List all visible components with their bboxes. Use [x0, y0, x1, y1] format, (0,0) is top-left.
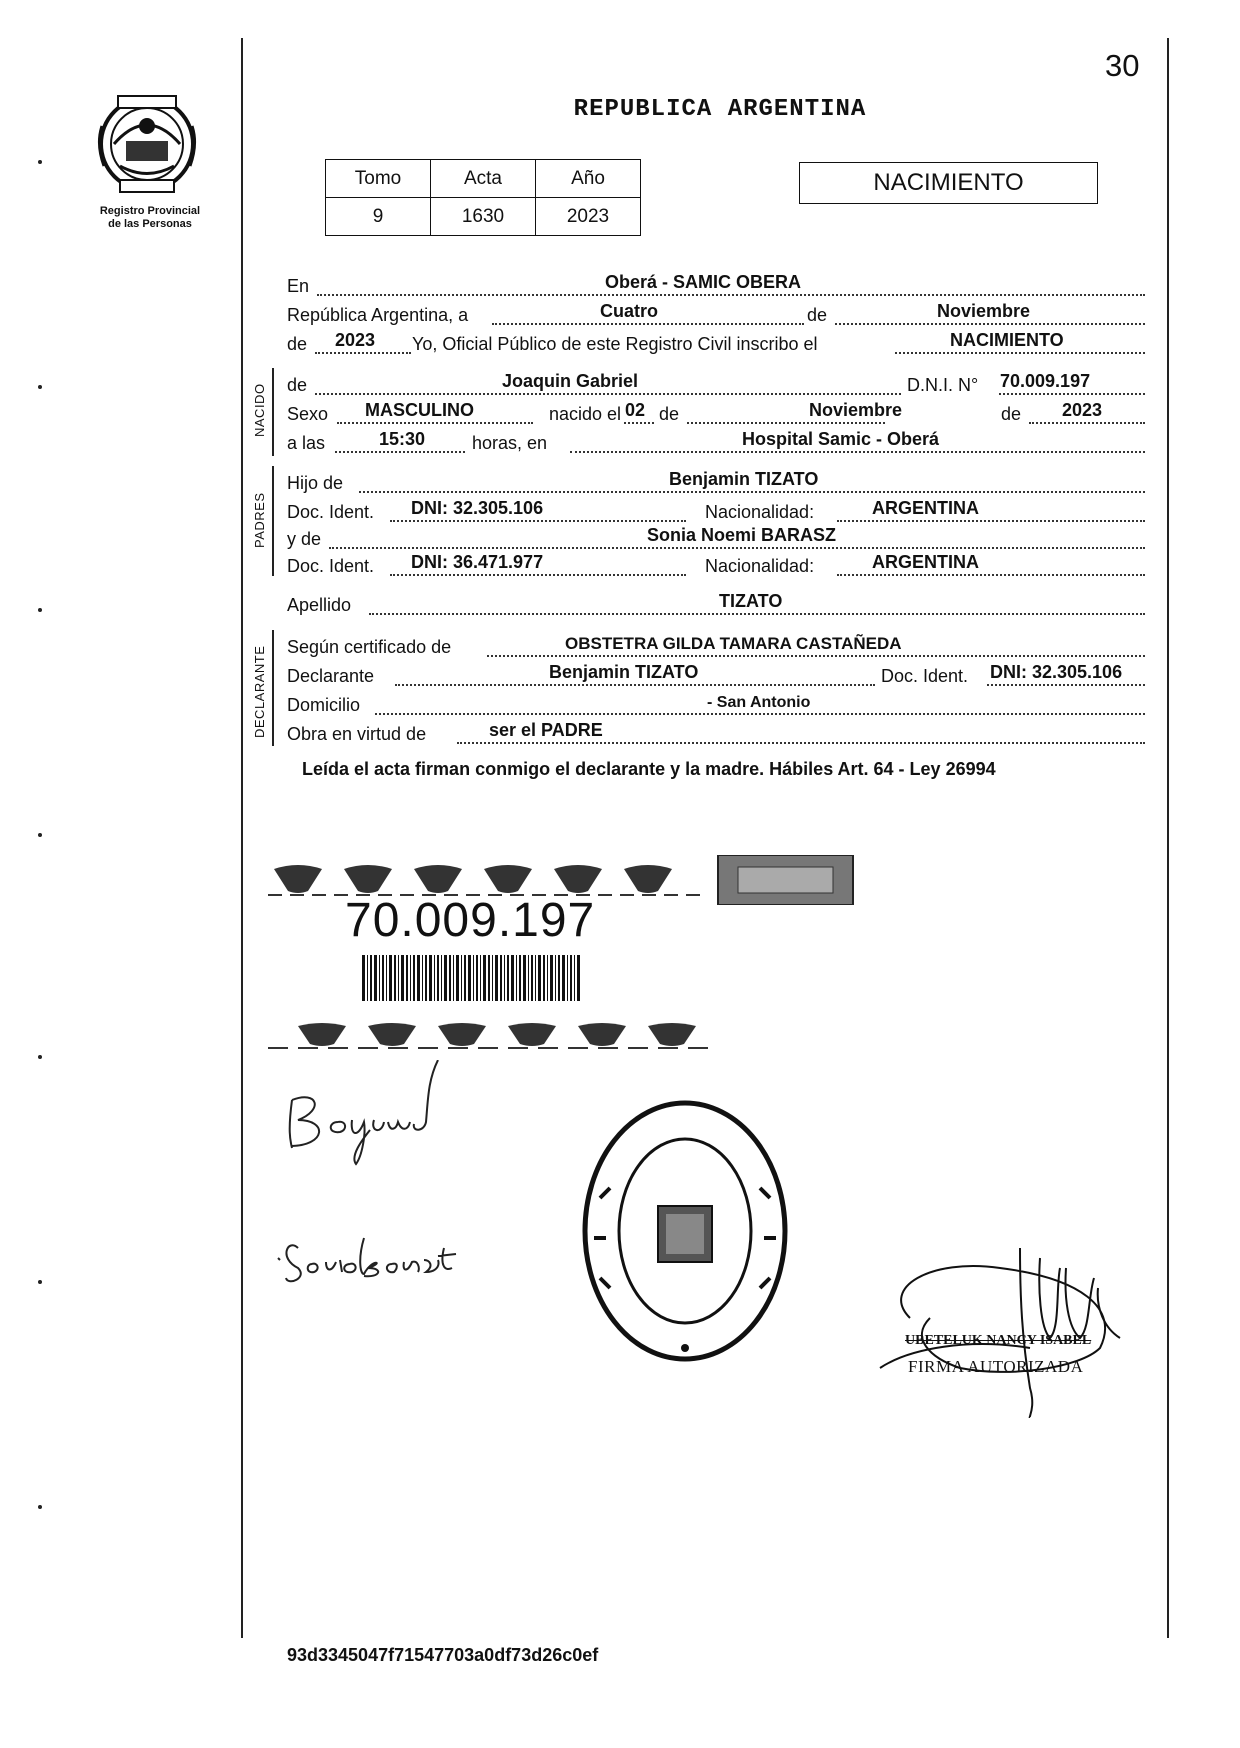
declarante-section-label: DECLARANTE [252, 645, 267, 738]
nacido-section-line [272, 368, 274, 456]
dotted-line [687, 421, 885, 424]
padres-section-line [272, 466, 274, 576]
dotted-line [1029, 421, 1145, 424]
doc-ident-label-3: Doc. Ident. [881, 666, 969, 686]
declarante-section-line [272, 630, 274, 746]
de-nombre-label: de [287, 375, 308, 395]
anio-inscripcion-value: 2023 [335, 330, 376, 350]
obra-label: Obra en virtud de [287, 724, 427, 744]
declarante-value: Benjamin TIZATO [549, 662, 699, 682]
margin-dot [38, 1055, 42, 1059]
nombre-value: Joaquin Gabriel [502, 371, 639, 391]
margin-dot [38, 1505, 42, 1509]
firma-name: UBETELUK NANCY ISABEL [905, 1333, 1092, 1348]
row-padre [287, 468, 1145, 496]
barcode [362, 955, 582, 1001]
row-obra [287, 719, 1145, 747]
row-declarante [287, 661, 1145, 689]
dotted-line [359, 490, 1145, 493]
dotted-line [835, 322, 1145, 325]
dotted-line [335, 450, 465, 453]
certificado-value: OBSTETRA GILDA TAMARA CASTAÑEDA [565, 634, 902, 653]
declarante-label: Declarante [287, 666, 375, 686]
dni-stamp-number: 70.009.197 [345, 894, 596, 947]
padres-section-label: PADRES [252, 492, 267, 548]
acta-header: Acta [431, 160, 536, 198]
row-apellido [287, 590, 1145, 618]
dotted-line [337, 421, 533, 424]
horas-en-label: horas, en [472, 433, 548, 453]
nacido-el-label: nacido el [549, 404, 622, 424]
row-inscribe [287, 329, 1145, 357]
margin-dot [38, 608, 42, 612]
province-seal-logo [92, 86, 202, 201]
row-madre-doc [287, 551, 1145, 579]
dotted-line [837, 573, 1145, 576]
right-margin-line [1167, 38, 1169, 1638]
tomo-header: Tomo [326, 160, 431, 198]
document-hash: 93d3345047f71547703a0df73d26c0ef [287, 1645, 599, 1665]
dotted-line [375, 712, 1145, 715]
de-label-2: de [287, 334, 308, 354]
dotted-line [895, 351, 1145, 354]
row-sexo [287, 399, 1145, 427]
logo-caption [80, 205, 220, 231]
row-domicilio [287, 690, 1145, 718]
madre-nac-value: ARGENTINA [872, 552, 979, 572]
y-de-label: y de [287, 529, 322, 549]
dotted-line [317, 293, 1145, 296]
acta-table-header-row [326, 160, 641, 198]
republica-label: República Argentina, a [287, 305, 469, 325]
inscribe-value: NACIMIENTO [950, 330, 1064, 350]
acta-value: 1630 [431, 198, 536, 236]
row-fecha [287, 300, 1145, 328]
margin-dot [38, 1280, 42, 1284]
nac-mes-value: Noviembre [809, 400, 903, 420]
declarante-doc-value: DNI: 32.305.106 [990, 662, 1123, 682]
madre-value: Sonia Noemi BARASZ [647, 525, 837, 545]
acta-table [325, 159, 641, 236]
nacido-section-label: NACIDO [252, 383, 267, 437]
left-margin-line [241, 38, 243, 1638]
anio-value: 2023 [536, 198, 641, 236]
en-value: Oberá - SAMIC OBERA [605, 272, 802, 292]
dotted-line [987, 683, 1145, 686]
dotted-line [390, 573, 686, 576]
dotted-line [457, 741, 1145, 744]
registry-seal-stamp [580, 1098, 790, 1364]
hijo-de-label: Hijo de [287, 473, 344, 493]
signature-padre [278, 1060, 498, 1170]
nac-dia-value: 02 [625, 400, 646, 420]
dotted-line [837, 519, 1145, 522]
row-certificado [287, 632, 1145, 660]
margin-dot [38, 385, 42, 389]
logo-caption-line1: Registro Provincial [99, 205, 201, 217]
madre-doc-value: DNI: 36.471.977 [411, 552, 544, 572]
firma-label: FIRMA AUTORIZADA [908, 1357, 1084, 1376]
acta-type-box: NACIMIENTO [799, 162, 1098, 204]
apellido-label: Apellido [287, 595, 352, 615]
signature-autorizada [870, 1228, 1140, 1418]
lugar-value: Hospital Samic - Oberá [742, 429, 940, 449]
document-title: REPUBLICA ARGENTINA [573, 96, 867, 123]
margin-dot [38, 833, 42, 837]
nacionalidad-label: Nacionalidad: [705, 502, 815, 522]
domicilio-label: Domicilio [287, 695, 361, 715]
row-madre [287, 524, 1145, 552]
margin-dot [38, 160, 42, 164]
signature-madre [268, 1228, 518, 1288]
dotted-line [999, 392, 1145, 395]
sexo-label: Sexo [287, 404, 329, 424]
padre-nac-value: ARGENTINA [872, 498, 979, 518]
security-stamp-bottom [268, 1022, 708, 1052]
dotted-line [570, 450, 1145, 453]
anio-header: Año [536, 160, 641, 198]
dni-label: D.N.I. N° [907, 375, 979, 395]
dotted-line [315, 392, 901, 395]
obra-value: ser el PADRE [489, 720, 603, 740]
certificado-label: Según certificado de [287, 637, 452, 657]
row-hora [287, 428, 1145, 456]
dotted-line [395, 683, 875, 686]
acta-table-value-row [326, 198, 641, 236]
de-label-4: de [1001, 404, 1022, 424]
doc-ident-label-2: Doc. Ident. [287, 556, 375, 576]
dotted-line [624, 421, 654, 424]
dotted-line [315, 351, 411, 354]
logo-caption-line2: de las Personas [108, 218, 192, 230]
padre-doc-value: DNI: 32.305.106 [411, 498, 544, 518]
dni-value: 70.009.197 [1000, 371, 1091, 391]
mes-value: Noviembre [937, 301, 1031, 321]
doc-ident-label: Doc. Ident. [287, 502, 375, 522]
dotted-line [492, 322, 804, 325]
tomo-value: 9 [326, 198, 431, 236]
legal-note: Leída el acta firman conmigo el declarante y la madre. Hábiles Art. 64 - Ley 26994 [302, 759, 996, 779]
row-en [287, 271, 1145, 299]
page-number: 30 [1105, 48, 1140, 83]
dotted-line [369, 612, 1145, 615]
en-label: En [287, 276, 310, 296]
dia-value: Cuatro [600, 301, 658, 321]
oficial-text: Yo, Oficial Público de este Registro Civil inscribo el [412, 334, 818, 354]
dotted-line [487, 654, 1145, 657]
sexo-value: MASCULINO [365, 400, 474, 420]
nac-anio-value: 2023 [1062, 400, 1103, 420]
dotted-line [329, 546, 1145, 549]
de-label: de [807, 305, 828, 325]
hora-value: 15:30 [379, 429, 426, 449]
padre-value: Benjamin TIZATO [669, 469, 819, 489]
row-padre-doc [287, 497, 1145, 525]
domicilio-value: - San Antonio [707, 694, 811, 711]
row-nombre [287, 370, 1145, 398]
a-las-label: a las [287, 433, 326, 453]
dotted-line [390, 519, 686, 522]
apellido-value: TIZATO [719, 591, 783, 611]
nacionalidad-label-2: Nacionalidad: [705, 556, 815, 576]
de-label-3: de [659, 404, 680, 424]
